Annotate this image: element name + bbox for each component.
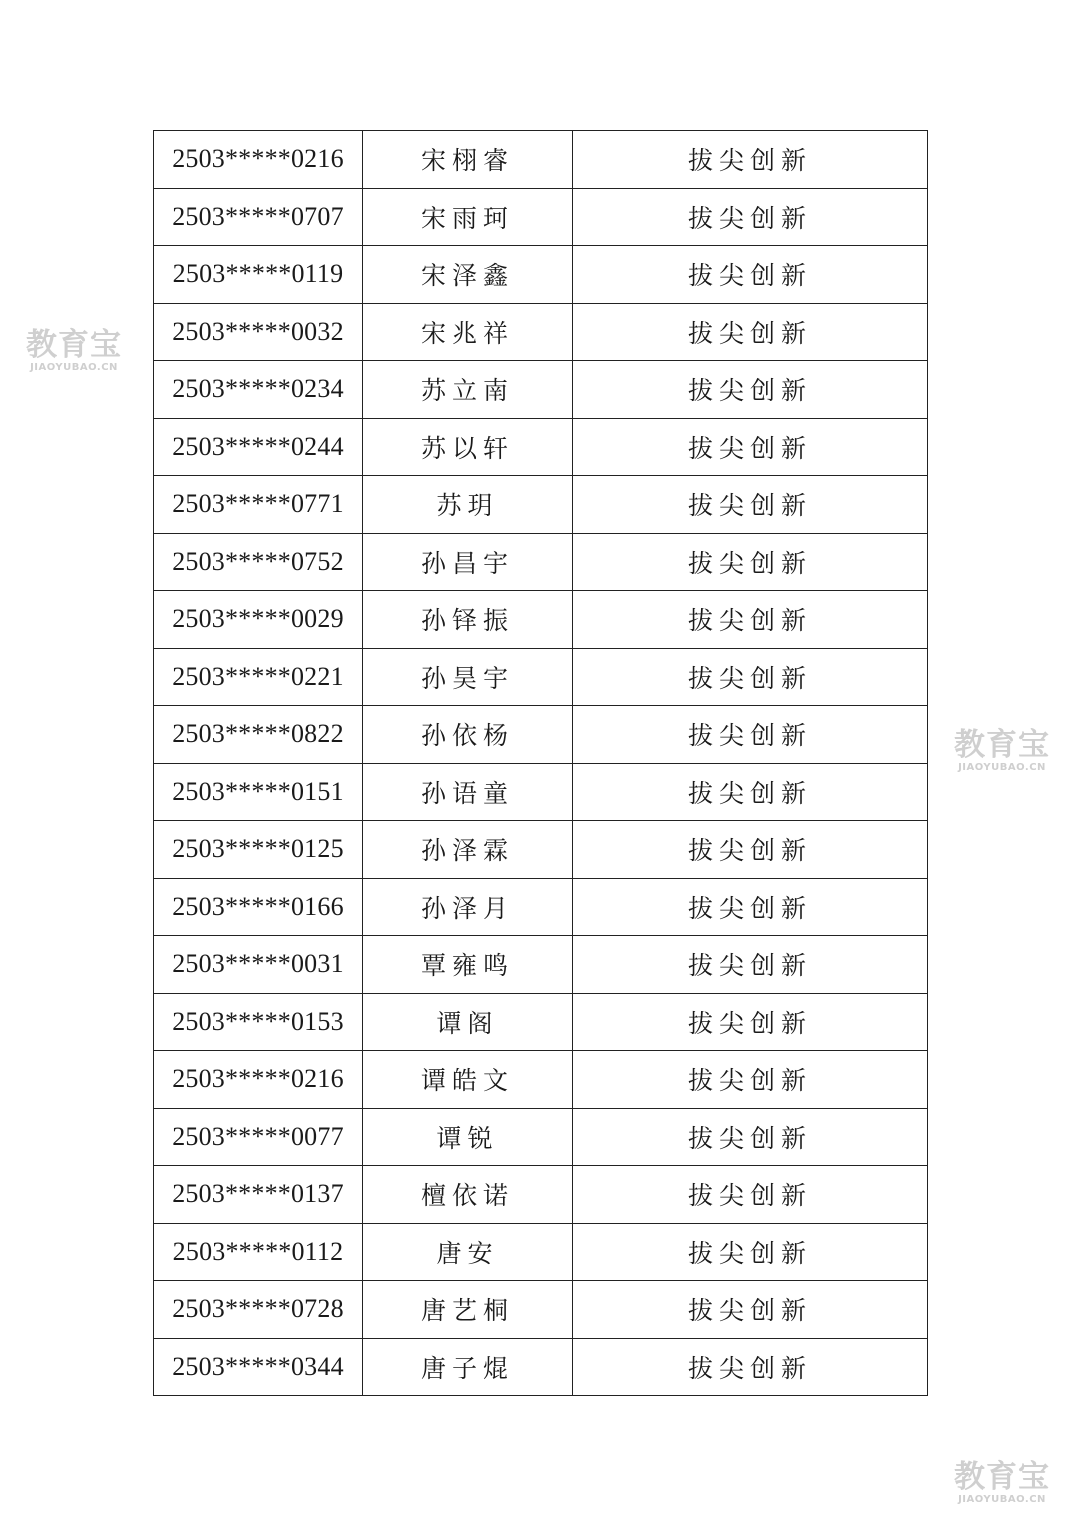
category-cell: 拔尖创新 (573, 476, 928, 534)
table-row (154, 188, 928, 246)
table-row (154, 878, 928, 936)
student-id-cell: 2503*****0077 (154, 1108, 363, 1166)
category-cell: 拔尖创新 (573, 1051, 928, 1109)
category-cell: 拔尖创新 (573, 706, 928, 764)
watermark-logo (946, 1459, 1058, 1505)
student-name-cell: 唐安 (363, 1223, 573, 1281)
student-list-table (153, 130, 928, 1396)
table-row (154, 1281, 928, 1339)
student-id-cell: 2503*****0029 (154, 591, 363, 649)
student-name-cell: 檀依诺 (363, 1166, 573, 1224)
table-row (154, 648, 928, 706)
student-id-cell: 2503*****0119 (154, 246, 363, 304)
student-name-cell: 苏玥 (363, 476, 573, 534)
student-name-cell: 孙昊宇 (363, 648, 573, 706)
student-name-cell: 覃雍鸣 (363, 936, 573, 994)
table-row (154, 936, 928, 994)
table-body (154, 131, 928, 1396)
table-row (154, 993, 928, 1051)
student-id-cell: 2503*****0216 (154, 1051, 363, 1109)
category-cell: 拔尖创新 (573, 591, 928, 649)
student-name-cell: 孙依杨 (363, 706, 573, 764)
student-name-cell: 谭阁 (363, 993, 573, 1051)
category-cell: 拔尖创新 (573, 1166, 928, 1224)
student-id-cell: 2503*****0344 (154, 1338, 363, 1396)
table-row (154, 533, 928, 591)
table-row (154, 1166, 928, 1224)
student-id-cell: 2503*****0112 (154, 1223, 363, 1281)
table-row (154, 763, 928, 821)
category-cell: 拔尖创新 (573, 936, 928, 994)
student-id-cell: 2503*****0221 (154, 648, 363, 706)
table-row (154, 821, 928, 879)
student-id-cell: 2503*****0244 (154, 418, 363, 476)
category-cell: 拔尖创新 (573, 1281, 928, 1339)
category-cell: 拔尖创新 (573, 763, 928, 821)
student-id-cell: 2503*****0234 (154, 361, 363, 419)
watermark-logo (946, 727, 1058, 773)
watermark-logo (18, 327, 130, 373)
student-name-cell: 宋兆祥 (363, 303, 573, 361)
category-cell: 拔尖创新 (573, 246, 928, 304)
student-name-cell: 孙铎振 (363, 591, 573, 649)
table-row (154, 418, 928, 476)
watermark-text-en: JIAOYUBAO.CN (958, 1494, 1046, 1505)
table-row (154, 1108, 928, 1166)
student-name-cell: 唐子焜 (363, 1338, 573, 1396)
student-name-cell: 唐艺桐 (363, 1281, 573, 1339)
student-name-cell: 宋雨珂 (363, 188, 573, 246)
student-name-cell: 谭锐 (363, 1108, 573, 1166)
student-id-cell: 2503*****0822 (154, 706, 363, 764)
student-name-cell: 孙泽霖 (363, 821, 573, 879)
table-row (154, 1051, 928, 1109)
category-cell: 拔尖创新 (573, 418, 928, 476)
student-name-cell: 苏立南 (363, 361, 573, 419)
category-cell: 拔尖创新 (573, 188, 928, 246)
category-cell: 拔尖创新 (573, 1338, 928, 1396)
student-id-cell: 2503*****0728 (154, 1281, 363, 1339)
category-cell: 拔尖创新 (573, 1108, 928, 1166)
category-cell: 拔尖创新 (573, 1223, 928, 1281)
student-name-cell: 孙泽月 (363, 878, 573, 936)
watermark-text-en: JIAOYUBAO.CN (30, 362, 118, 373)
category-cell: 拔尖创新 (573, 131, 928, 189)
table-row (154, 131, 928, 189)
category-cell: 拔尖创新 (573, 821, 928, 879)
student-id-cell: 2503*****0031 (154, 936, 363, 994)
student-id-cell: 2503*****0125 (154, 821, 363, 879)
student-id-cell: 2503*****0153 (154, 993, 363, 1051)
student-name-cell: 苏以轩 (363, 418, 573, 476)
student-id-cell: 2503*****0166 (154, 878, 363, 936)
category-cell: 拔尖创新 (573, 303, 928, 361)
category-cell: 拔尖创新 (573, 878, 928, 936)
table-row (154, 476, 928, 534)
table-row (154, 361, 928, 419)
table-row (154, 706, 928, 764)
table-row (154, 303, 928, 361)
student-name-cell: 孙语童 (363, 763, 573, 821)
watermark-text-cn: 教育宝 (26, 327, 122, 363)
student-name-cell: 谭皓文 (363, 1051, 573, 1109)
student-id-cell: 2503*****0707 (154, 188, 363, 246)
table-row (154, 591, 928, 649)
student-id-cell: 2503*****0032 (154, 303, 363, 361)
category-cell: 拔尖创新 (573, 993, 928, 1051)
student-name-cell: 宋栩睿 (363, 131, 573, 189)
student-id-cell: 2503*****0752 (154, 533, 363, 591)
student-id-cell: 2503*****0771 (154, 476, 363, 534)
watermark-text-cn: 教育宝 (954, 1459, 1050, 1495)
watermark-text-en: JIAOYUBAO.CN (958, 762, 1046, 773)
watermark-text-cn: 教育宝 (954, 727, 1050, 763)
table-row (154, 1223, 928, 1281)
table-row (154, 246, 928, 304)
student-name-cell: 宋泽鑫 (363, 246, 573, 304)
student-name-cell: 孙昌宇 (363, 533, 573, 591)
category-cell: 拔尖创新 (573, 648, 928, 706)
table-row (154, 1338, 928, 1396)
student-id-cell: 2503*****0216 (154, 131, 363, 189)
student-id-cell: 2503*****0137 (154, 1166, 363, 1224)
student-id-cell: 2503*****0151 (154, 763, 363, 821)
category-cell: 拔尖创新 (573, 533, 928, 591)
category-cell: 拔尖创新 (573, 361, 928, 419)
